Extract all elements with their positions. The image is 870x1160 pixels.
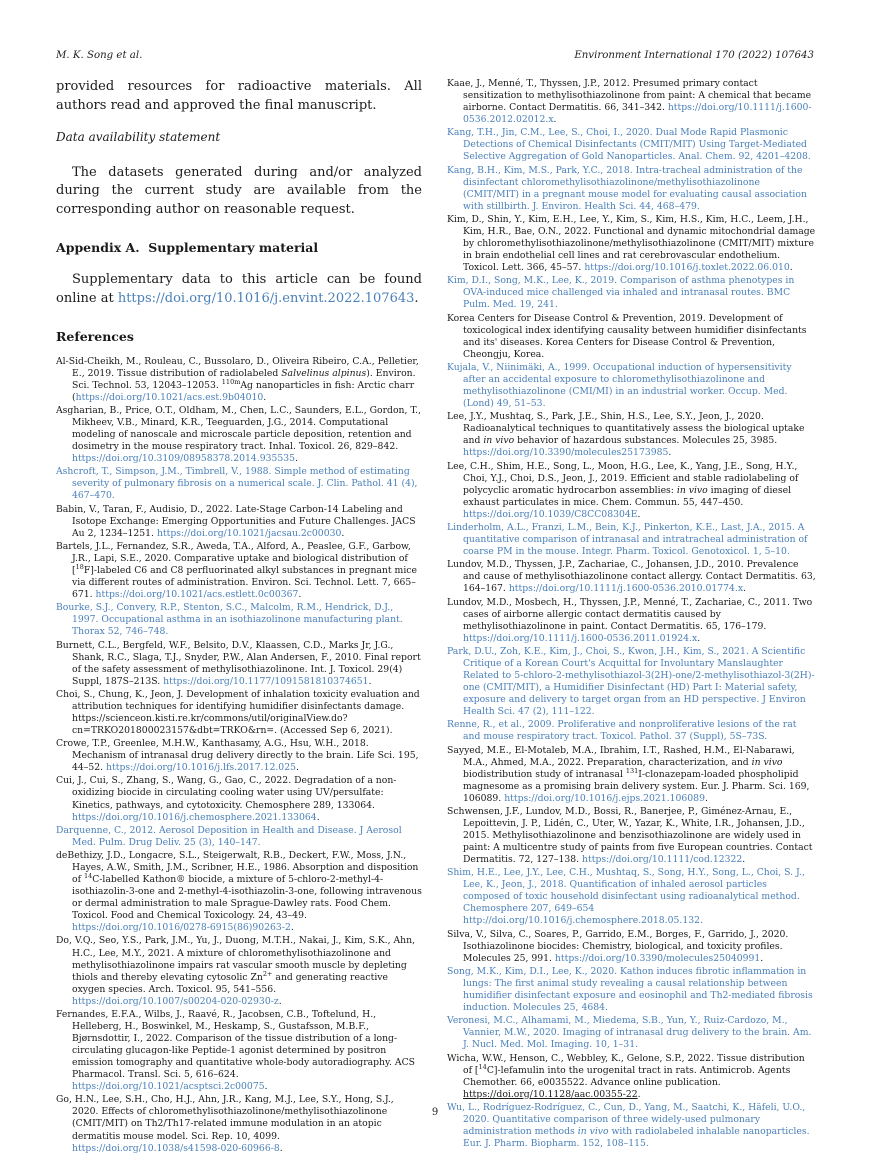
reference-text: . [298,589,302,601]
reference-item [447,1053,816,1101]
reference-superscript: 131 [625,766,639,775]
reference-text: . [368,675,372,687]
reference-text: Ag nanoparticles in fish: Arctic charr ( [72,379,415,403]
reference-text: . [279,1142,283,1154]
reference-text: Choi, S., Chung, K., Jeon, J. Development of inhalation toxicity evaluation and attribution techniques for identifying humidifier disinfectants damage. https://scienceon.kisti.re.kr/commons/util/originalView.do?cn=TRKO201800023157&dbt=TRKO&rn=. (Accessed Sep 6, 2021). [56,688,420,736]
reference-item [56,541,422,601]
reference-text: Burnett, C.L., Bergfeld, W.F., Belsito, D.V., Klaassen, C.D., Marks Jr, J.G., Shank, R.C., Slaga, T.J., Snyder, P.W., Alan Andersen, F., 2010. Final report of the safety assessment of methylisothiazolinone. Int. J. Toxicol. 29(4) Suppl, 187S–213S. [56,639,421,687]
reference-doi-link[interactable]: https://doi.org/10.1128/aac.00355-22 [463,1088,638,1100]
reference-doi-link[interactable]: https://doi.org/10.1007/s00204-020-02930-z [72,995,279,1007]
reference-text: Veronesi, M.C., Alhamami, M., Miedema, S.B., Yun, Y., Ruiz-Cardozo, M., Vannier, M.W., 2020. Imaging of intranasal drug delivery to the brain. Am. J. Nucl. Med. Mol. Imaging. 10, 1–31. [447,1015,812,1051]
reference-text: . [553,114,557,126]
reference-text: and generating reactive oxygen species. Arch. Toxicol. 95, 541–556. [72,971,388,995]
reference-item [56,775,422,823]
reference-text: Park, D.U., Zoh, K.E., Kim, J., Choi, S., Kwon, J.H., Kim, S., 2021. A Scientific Critique of a Korean Court's Acquittal for Involuntary Manslaughter Related to 5-chloro-2-methylisothiazol-3(2H)-one/2-methylisothiazol-3(2H)-one (CMIT/MIT), a Humidifier Disinfectant (HD) Part I: Material safety, exposure and delivery to target organ from an HD perspective. J Environ Health Sci. 47 (2), 111–122. [447,645,815,718]
reference-superscript: 14 [83,872,93,881]
header-journal: Environment International 170 (2022) 107643 [574,50,814,61]
reference-doi-link[interactable]: https://doi.org/10.1016/j.ejps.2021.106089 [504,792,705,804]
reference-item [447,78,816,126]
reference-item[interactable] [447,522,816,558]
reference-doi-link[interactable]: https://doi.org/10.1021/jacsau.2c00030 [156,527,342,539]
reference-doi-link[interactable]: https://doi.org/10.3109/08958378.2014.935535 [72,453,296,465]
reference-item[interactable] [447,1015,816,1051]
reference-text: . [668,447,672,459]
reference-text: deBethizy, J.D., Longacre, S.L., Steigerwalt, R.B., Deckert, F.W., Moss, J.N., Hayes, A.W., Smith, J.M., Scribner, H.E., 1986. Absorption and disposition of [56,850,419,886]
reference-item[interactable] [447,646,816,718]
reference-text: Cui, J., Cui, S., Zhang, S., Wang, G., Gao, C., 2022. Degradation of a non-oxidizing biocide in circulating cooling water using UV/persulfate: Kinetics, pathways, and cytotoxicity. Chemosphere 289, 133064. [56,775,397,811]
reference-doi-link[interactable]: https://doi.org/10.1177/1091581810374651 [163,675,369,687]
reference-text: Schwensen, J.F., Lundov, M.D., Bossi, R., Banerjee, P., Giménez-Arnau, E., Lepoittevin, J. P., Lidén, C., Uter, W., Yazar, K., White, I.R., Johansen, J.D., 2015. Methylisothiazolinone and benzisothiazolinone are widely used in paint: A multicentre study of paints from five European countries. Contact Dermatitis. 72, 127–138. [447,805,813,866]
reference-text: Kang, T.H., Jin, C.M., Lee, S., Choi, I., 2020. Dual Mode Rapid Plasmonic Detections of Chemical Disinfectants (CMIT/MIT) Using Target-Mediated Selective Aggregation of Gold Nanoparticles. Anal. Chem. 92, 4201–4208. [447,127,811,163]
reference-item [447,214,816,274]
reference-text: . [264,1081,268,1093]
references-heading: References [56,328,134,344]
reference-text: . [742,854,746,866]
reference-item [447,313,816,361]
reference-superscript: 2+ [262,969,273,978]
reference-item [56,504,422,540]
reference-doi-link[interactable]: https://doi.org/10.1021/acs.estlett.0c00367 [95,589,299,601]
appendix-heading: Appendix A. Supplementary material [56,239,319,255]
reference-text: Asgharian, B., Price, O.T., Oldham, M., Chen, L.C., Saunders, E.L., Gordon, T., Mikheev, V.B., Minard, K.R., Teeguarden, J.G., 2014. Computational modeling of nanoscale and microscale particle deposition, retention and dosimetry in the mouse respiratory tract. Inhal. Toxicol. 26, 829–842. [56,404,422,453]
reference-item[interactable] [447,362,816,410]
reference-text: Bartels, J.L., Fernandez, S.R., Aweda, T.A., Alford, A., Peaslee, G.F., Garbow, J.R., Lapi, S.E., 2020. Comparative uptake and biological distribution of [ [56,540,411,576]
reference-item [56,1094,422,1154]
reference-item [56,689,422,737]
reference-text: . [697,632,701,644]
reference-italic: Salvelinus alpinus [281,367,367,379]
reference-item[interactable] [447,719,816,743]
reference-item [56,356,422,404]
reference-text: Do, V.Q., Seo, Y.S., Park, J.M., Yu, J., Duong, M.T.H., Nakai, J., Kim, S.K., Ahn, H.C., Lee, M.Y., 2021. A mixture of chloromethylisothiazolinone and methylisothiazolinone impairs rat vascular smooth muscle by depleting thiols and thereby elevating cytosolic Zn [56,935,416,983]
reference-text: Wu, L., Rodríguez-Rodríguez, C., Cun, D., Yang, M., Saatchi, K., Häfeli, U.O., 2020. Quantitative comparison of three widely-used pulmonary administration methods [447,1101,806,1137]
supplementary-text: Supplementary data to this article can be found online at [56,271,422,306]
reference-item [56,1009,422,1093]
reference-text: . [789,262,793,274]
reference-doi-link[interactable]: https://doi.org/10.1111/j.1600-0536.2011.01924.x [463,632,698,644]
data-availability-heading: Data availability statement [56,129,221,144]
reference-item [56,850,422,934]
reference-item [447,411,816,459]
reference-text: Go, H.N., Lee, S.H., Cho, H.J., Ahn, J.R., Kang, M.J., Lee, S.Y., Hong, S.J., 2020. Effects of chloromethylisothiazolinone/methylisothiazolinone (CMIT/MIT) on Th2/Th17-related immune modulation in an atopic dermatitis mouse model. Sci. Rep. 10, 4099. [56,1094,394,1142]
reference-item[interactable] [56,466,422,502]
reference-text: Song, M.K., Kim, D.I., Lee, K., 2020. Kathon induces fibrotic inflammation in lungs: The first animal study revealing a causal relationship between humidifier disinfectant exposure and eosinophil and Th2-mediated fibrosis induction. Molecules 25, 4684. [447,965,813,1014]
reference-italic: in vivo [483,435,515,447]
reference-text: Bourke, S.J., Convery, R.P., Stenton, S.C., Malcolm, R.M., Hendrick, D.J., 1997. Occupational asthma in an isothiazolinone manufacturing plant. Thorax 52, 746–748. [56,602,403,638]
reference-text: Al-Sid-Cheikh, M., Rouleau, C., Bussolaro, D., Oliveira Ribeiro, C.A., Pelletier, E., 2019. Tissue distribution of radiolabeled [56,355,419,379]
reference-text: Shim, H.E., Lee, J.Y., Lee, C.H., Mushtaq, S., Song, H.Y., Song, L., Choi, S. J., Lee, K., Jeon, J., 2018. Quantification of inhaled aerosol particles composed of toxic household disinfectant using radioanalytical method. Chemosphere 207, 649–654 http://doi.org/10.1016/j.chemosphere.2018.05.132. [447,867,805,927]
reference-doi-link[interactable]: https://doi.org/10.1016/j.toxlet.2022.06.010 [584,262,790,274]
reference-text: Kim, D., Shin, Y., Kim, E.H., Lee, Y., Kim, S., Kim, H.S., Kim, H.C., Leem, J.H., Kim, H.R., Bae, O.N., 2022. Functional and dynamic mitochondrial damage by chloromethylisothiazolinone/methylisothiazolinone (CMIT/MIT) mixture in brain endothelial cell lines and rat cerebrovascular endothelium. Toxicol. Lett. 366, 45–57. [447,213,816,274]
reference-text: Wicha, W.W., Henson, C., Webbley, K., Gelone, S.P., 2022. Tissue distribution of [ [447,1052,805,1076]
reference-item[interactable] [447,275,816,311]
reference-text: Lee, C.H., Shim, H.E., Song, L., Moon, H.G., Lee, K., Yang, J.E., Song, H.Y., Choi, Y.J., Choi, D.S., Jeon, J., 2019. Efficient and stable radiolabeling of polycyclic aromatic hydrocarbon assemblies: [447,460,799,496]
reference-doi-link[interactable]: https://doi.org/10.1038/s41598-020-60966-8 [72,1142,280,1154]
reference-text: Lundov, M.D., Thyssen, J.P., Zachariae, C., Johansen, J.D., 2010. Prevalence and cause of methylisothiazolinone contact allergy. Contact Dermatitis. 63, 164–167. [447,559,816,595]
reference-text: . [760,952,764,964]
reference-text: Babin, V., Taran, F., Audisio, D., 2022. Late-Stage Carbon-14 Labeling and Isotope Exchange: Emerging Opportunities and Future Challenges. JACS Au 2, 1234–1251. [56,503,416,539]
data-availability-text: The datasets generated during and/or analyzed during the current study are available from the corresponding author on reasonable request. [56,164,422,218]
reference-list-right [447,78,816,1150]
reference-item [447,745,816,805]
supplementary-paragraph [56,271,422,309]
supplementary-link[interactable]: https://doi.org/10.1016/j.envint.2022.107643 [117,290,415,306]
reference-text: Korea Centers for Disease Control & Prevention, 2019. Development of toxicological index identifying causality between humidifier disinfectants and its' diseases. Korea Centers for Disease Control & Prevention, Cheongju, Korea. [447,312,807,360]
reference-doi-link[interactable]: https://doi.org/10.1111/j.1600-0536.2010.01774.x [508,583,744,595]
reference-doi-link[interactable]: https://doi.org/10.1016/j.lfs.2017.12.025 [106,762,296,774]
reference-item[interactable] [56,825,422,849]
reference-text: I-clonazepam-loaded phospholipid magnesome as a promising brain delivery system. Eur. J. Pharm. Sci. 169, 106089. [463,768,810,804]
reference-text: . [743,583,746,595]
supplementary-end: . [414,290,419,306]
reference-text: Linderholm, A.L., Franzi, L.M., Bein, K.J., Pinkerton, K.E., Last, J.A., 2015. A quantitative comparison of intranasal and intratracheal administration of coarse PM in the mouse. Integr. Pharm. Toxicol. Genotoxicol. 1, 5–10. [447,521,808,558]
reference-text: F]-labeled C6 and C8 perfluorinated alkyl substances in pregnant mice via different routes of administration. Environ. Sci. Technol. Lett. 7, 665–671. [72,564,417,601]
reference-doi-link[interactable]: https://doi.org/10.3390/molecules25173985 [463,447,669,459]
left-column [56,78,422,1156]
reference-doi-link[interactable]: https://doi.org/10.1111/j.1600-0536.2012.02012.x [463,102,812,126]
reference-item[interactable] [447,127,816,163]
reference-item [56,738,422,774]
reference-doi-link[interactable]: https://doi.org/10.1039/C8CC08304E [463,508,638,520]
reference-item[interactable] [447,867,816,927]
reference-text: Kang, B.H., Kim, M.S., Park, Y.C., 2018. Intra-tracheal administration of the disinfectant chloromethylisothiazolinone/methylisothiazolinone (CMIT/MIT) in a pregnant mouse model for evaluating causal association with stillbirth. J. Environ. Health Sci. 44, 468–479. [447,164,807,212]
reference-text: imaging of diesel exhaust particulates in mice. Chem. Commun. 55, 447–450. [463,484,792,508]
running-header [56,50,814,61]
reference-item[interactable] [56,602,422,638]
reference-item[interactable] [447,966,816,1014]
reference-item [56,935,422,1007]
reference-text: Kujala, V., Niinimäki, A., 1999. Occupational induction of hypersensitivity after an accidental exposure to chloromethylisothiazolinone and methylisothiazolinone (CMI/MI) in an industrial worker. Occup. Med. (Lond) 49, 51–53. [447,361,792,410]
reference-item [56,640,422,688]
reference-text: . [637,508,641,520]
intro-paragraph: provided resources for radioactive materials. All authors read and approved the final manuscript. [56,79,422,113]
reference-text: . [290,922,294,934]
reference-item [447,806,816,866]
reference-text: Lee, J.Y., Mushtaq, S., Park, J.E., Shin, H.S., Lee, S.Y., Jeon, J., 2020. Radioanalytical techniques to quantitatively assess the biological uptake and [447,411,805,447]
reference-text: ). Environ. Sci. Technol. 53, 12043–12053. [72,367,416,391]
reference-text: Crowe, T.P., Greenlee, M.H.W., Kanthasamy, A.G., Hsu, W.H., 2018. Mechanism of intranasal drug delivery directly to the brain. Life Sci. 195, 44–52. [56,738,419,774]
reference-text: C-labelled Kathon® biocide, a mixture of 5-chloro-2-methyl-4-isothiazolin-3-one and 2-methyl-4-isothiazolin-3-one, following intravenous or dermal administration to male Sprague-Dawley rats. Food Chem. Toxicol. Food and Chemical Toxicology. 24, 43–49. [72,874,422,922]
page-number: 9 [431,1107,439,1118]
reference-list-left [56,356,422,1155]
reference-italic: in vivo [751,756,783,768]
reference-text: Silva, V., Silva, C., Soares, P., Garrido, E.M., Borges, F., Garrido, J., 2020. Isothiazolinone biocides: Chemistry, biological, and toxicity profiles. Molecules 25, 991. [447,928,789,964]
reference-item [447,597,816,645]
reference-doi-link[interactable]: https://doi.org/10.1021/acs.est.9b04010 [75,391,264,403]
reference-text: . [637,1088,641,1100]
reference-text: . [263,391,267,403]
reference-text: . [341,527,345,539]
reference-text: . [704,792,708,804]
reference-superscript: 14 [478,1062,487,1071]
reference-text: . [278,995,282,1007]
reference-text: . [316,811,320,823]
reference-text: . [295,453,298,465]
reference-doi-link[interactable]: https://doi.org/10.1021/acsptsci.2c00075 [72,1081,265,1093]
reference-text: Fernandes, E.F.A., Wilbs, J., Raavé, R., Jacobsen, C.B., Toftelund, H., Helleberg, H., Boswinkel, M., Heskamp, S., Gustafsson, M.B.F., Bjørnsdottir, I., 2022. Comparison of the tissue distribution of a long-circulating glucagon-like Peptide-1 agonist determined by positron emission tomography and quantitative whole-body autoradiography. ACS Pharmacol. Transl. Sci. 5, 616–624. [56,1008,415,1081]
reference-italic: in vivo [577,1125,609,1137]
reference-text: . [295,762,299,774]
reference-text: Lundov, M.D., Mosbech, H., Thyssen, J.P., Menné, T., Zachariae, C., 2011. Two cases of airborne allergic contact dermatitis caused by methylisothiazolinone in paint. Contact Dermatitis. 65, 176–179. [447,596,813,632]
reference-text: Ashcroft, T., Simpson, J.M., Timbrell, V., 1988. Simple method of estimating severity of pulmonary fibrosis on a numerical scale. J. Clin. Pathol. 41 (4), 467–470. [56,466,418,502]
reference-text: biodistribution study of intranasal [463,768,626,780]
reference-text: Sayyed, M.E., El-Motaleb, M.A., Ibrahim, I.T., Rashed, H.M., El-Nabarawi, M.A., Ahmed, M.A., 2022. Preparation, characterization, and [447,744,795,768]
reference-superscript: 110m [221,377,241,386]
reference-item [56,405,422,465]
reference-text: Darquenne, C., 2012. Aerosol Deposition in Health and Disease. J Aerosol Med. Pulm. Drug Deliv. 25 (3), 140–147. [56,824,402,848]
reference-superscript: 18 [75,562,84,571]
reference-doi-link[interactable]: https://doi.org/10.3390/molecules25040991 [554,952,761,964]
reference-text: C]-lefamulin into the urogenital tract in rats. Antimicrob. Agents Chemother. 66, e0035522. Advance online publication. [463,1064,791,1088]
header-authors: M. K. Song et al. [56,50,143,61]
reference-text: with radiolabeled inhalable nanoparticles. Eur. J. Pharm. Biopharm. 152, 108–115. [463,1125,810,1149]
reference-doi-link[interactable]: https://doi.org/10.1016/j.chemosphere.2021.133064 [72,811,317,823]
reference-item [447,461,816,521]
reference-item [447,929,816,965]
reference-text: behavior of hazardous substances. Molecules 25, 3985. [514,435,778,447]
reference-text: Kim, D.I., Song, M.K., Lee, K., 2019. Comparison of asthma phenotypes in OVA-induced mice challenged via inhaled and intranasal routes. BMC Pulm. Med. 19, 241. [447,275,795,311]
reference-doi-link[interactable]: https://doi.org/10.1111/cod.12322 [582,854,743,866]
reference-italic: in vivo [676,484,708,496]
reference-doi-link[interactable]: https://doi.org/10.1016/0278-6915(86)90263-2 [72,922,291,934]
reference-item[interactable] [447,165,816,213]
reference-text: Kaae, J., Menné, T., Thyssen, J.P., 2012. Presumed primary contact sensitization to methylisothiazolinone from paint: A chemical that became airborne. Contact Dermatitis. 66, 341–342. [447,78,812,114]
reference-item [447,559,816,595]
reference-text: Renne, R., et al., 2009. Proliferative and nonproliferative lesions of the rat and mouse respiratory tract. Toxicol. Pathol. 37 (Suppl), 5S–73S. [447,719,797,743]
right-column [447,78,816,1151]
